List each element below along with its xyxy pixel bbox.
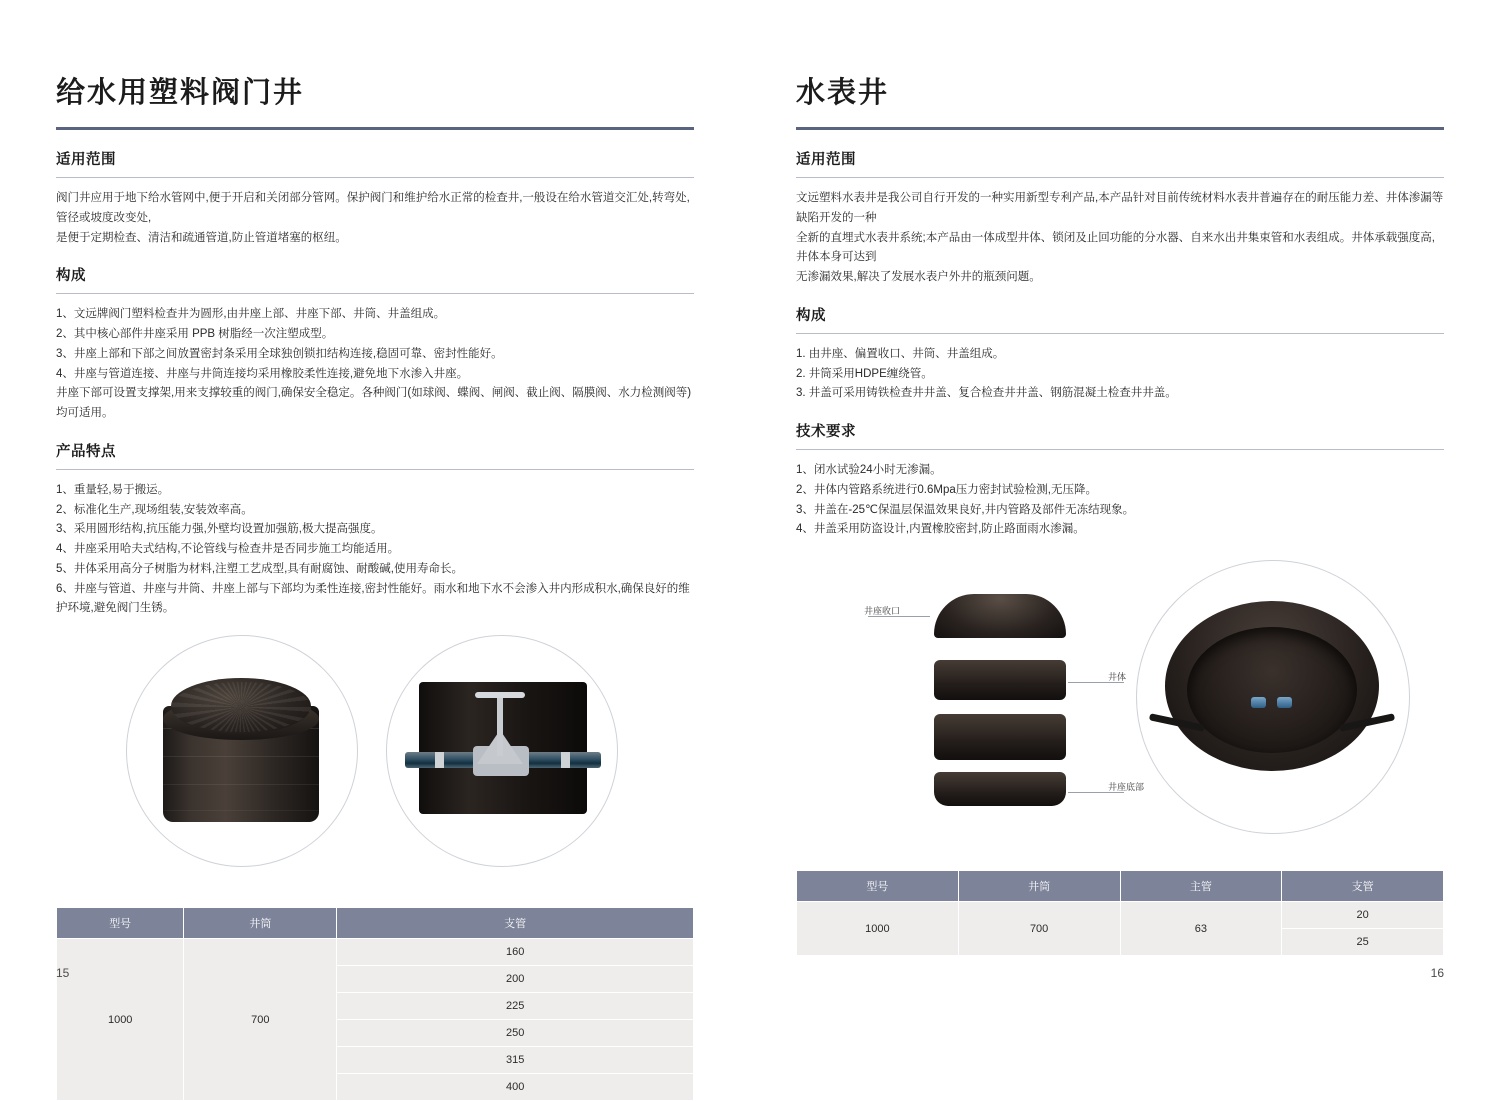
spec-table-left-wrap — [56, 907, 694, 1101]
section-line: 3、采用圆形结构,抗压能力强,外壁均设置加强筋,极大提高强度。 — [56, 523, 383, 536]
cell-branch: 250 — [337, 1020, 694, 1047]
section-line: 全新的直埋式水表井系统;本产品由一体成型井体、锁闭及止回功能的分水器、自来水出井集束管和水表组成。井体承载强度高,井体本身可达到 — [796, 231, 1435, 264]
figures-right — [796, 568, 1444, 848]
section-divider — [56, 177, 694, 178]
page-title-right: 水表井 — [796, 77, 890, 109]
col-branch: 支管 — [1282, 871, 1444, 902]
valve-in-chamber-photo — [386, 635, 618, 867]
figures-left — [56, 635, 694, 885]
section-heading: 构成 — [56, 268, 86, 285]
section-line: 文远塑料水表井是我公司自行开发的一种实用新型专利产品,本产品针对目前传统材料水表井普遍存在的耐压能力差、井体渗漏等缺陷开发的一种 — [796, 192, 1444, 224]
table-header-row — [57, 908, 694, 939]
cell-model: 1000 — [57, 939, 184, 1101]
section-line: 无渗漏效果,解决了发展水表户外井的瓶颈问题。 — [796, 271, 1041, 284]
section-tech-right — [796, 420, 1444, 540]
cell-shaft: 700 — [184, 939, 337, 1101]
col-model: 型号 — [57, 908, 184, 939]
cell-branch: 400 — [337, 1074, 694, 1101]
section-line: 2、标准化生产,现场组装,安装效率高。 — [56, 503, 253, 516]
section-heading: 产品特点 — [56, 443, 116, 460]
section-scope-right — [796, 148, 1444, 288]
section-features-left — [56, 440, 694, 619]
title-rule-left — [56, 127, 694, 130]
left-page — [0, 0, 750, 1094]
cell-main: 63 — [1120, 902, 1282, 956]
col-shaft: 井筒 — [184, 908, 337, 939]
section-line: 5、井体采用高分子树脂为材料,注塑工艺成型,具有耐腐蚀、耐酸碱,使用寿命长。 — [56, 562, 463, 575]
spec-table-right-wrap — [796, 870, 1444, 956]
section-line: 4、井盖采用防盗设计,内置橡胶密封,防止路面雨水渗漏。 — [796, 523, 1085, 536]
section-line: 3、井座上部和下部之间放置密封条采用全球独创锁扣结构连接,稳固可靠、密封性能好。 — [56, 347, 503, 360]
cell-branch: 315 — [337, 1047, 694, 1074]
section-line: 1. 由井座、偏置收口、井筒、井盖组成。 — [796, 347, 1005, 360]
section-divider — [796, 333, 1444, 334]
section-line: 2、井体内管路系统进行0.6Mpa压力密封试验检测,无压降。 — [796, 483, 1097, 496]
callout-label: 井座收口 — [864, 606, 901, 617]
section-line: 4、井座与管道连接、井座与井筒连接均采用橡胶柔性连接,避免地下水渗入井座。 — [56, 367, 469, 380]
valve-chamber-art — [405, 676, 601, 826]
cell-model: 1000 — [797, 902, 959, 956]
cell-shaft: 700 — [958, 902, 1120, 956]
table-header-row — [797, 871, 1444, 902]
section-line: 1、闭水试验24小时无渗漏。 — [796, 464, 942, 477]
part-body-upper — [934, 660, 1066, 700]
col-shaft: 井筒 — [958, 871, 1120, 902]
section-divider — [56, 469, 694, 470]
cell-branch: 25 — [1282, 929, 1444, 956]
valve-well-barrel-photo — [126, 635, 358, 867]
section-divider — [56, 293, 694, 294]
cell-branch: 160 — [337, 939, 694, 966]
title-rule-right — [796, 127, 1444, 130]
page-title-left: 给水用塑料阀门井 — [56, 77, 305, 109]
section-line: 井座下部可设置支撑架,用来支撑较重的阀门,确保安全稳定。各种阀门(如球阀、蝶阀、闸阀、截止阀、隔膜阀、水力检测阀等)均可适用。 — [56, 387, 692, 420]
meter-well-bowl-photo — [1136, 560, 1410, 834]
callout-label: 井座底部 — [1108, 782, 1145, 793]
spec-table-left — [56, 907, 694, 1101]
meter-well-exploded-diagram — [858, 568, 1145, 828]
callout-label: 井体 — [1108, 672, 1127, 683]
bowl-art — [1165, 601, 1379, 791]
col-branch: 支管 — [337, 908, 694, 939]
section-line: 2、其中核心部件井座采用 PPB 树脂经一次注塑成型。 — [56, 328, 334, 341]
part-base — [934, 772, 1066, 806]
exploded-parts-art — [864, 586, 1145, 816]
section-heading: 适用范围 — [796, 152, 856, 168]
section-line: 3. 井盖可采用铸铁检查井井盖、复合检查井井盖、钢筋混凝土检查井井盖。 — [796, 387, 1177, 400]
cell-branch: 20 — [1282, 902, 1444, 929]
section-divider — [796, 177, 1444, 178]
section-line: 阀门井应用于地下给水管网中,便于开启和关闭部分管网。保护阀门和维护给水正常的检查井,一般设在给水管道交汇处,转弯处,管径或坡度改变处, — [56, 192, 690, 224]
table-row — [797, 902, 1444, 929]
section-composition-right — [796, 304, 1444, 404]
section-line: 4、井座采用哈夫式结构,不论管线与检查井是否同步施工均能适用。 — [56, 543, 400, 556]
page-number-right: 16 — [1430, 966, 1444, 980]
col-model: 型号 — [797, 871, 959, 902]
section-line: 1、文远牌阀门塑料检查井为圆形,由井座上部、井座下部、井筒、井盖组成。 — [56, 308, 446, 321]
section-heading: 适用范围 — [56, 152, 116, 168]
section-line: 1、重量轻,易于搬运。 — [56, 483, 170, 496]
cell-branch: 200 — [337, 966, 694, 993]
table-row — [57, 939, 694, 966]
section-line: 3、井盖在-25℃保温层保温效果良好,井内管路及部件无冻结现象。 — [796, 503, 1135, 516]
section-composition-left — [56, 264, 694, 424]
section-heading: 技术要求 — [796, 424, 856, 441]
cell-branch: 225 — [337, 993, 694, 1020]
page-number-left: 15 — [56, 966, 70, 980]
section-line: 6、井座与管道、井座与井筒、井座上部与下部均为柔性连接,密封性能好。雨水和地下水不会渗入井内形成积水,确保良好的维护环境,避免阀门生锈。 — [56, 582, 690, 615]
part-collar — [934, 594, 1066, 638]
barrel-art — [155, 672, 327, 832]
part-body-lower — [934, 714, 1066, 760]
right-page — [750, 0, 1500, 1024]
section-divider — [796, 449, 1444, 450]
spec-table-right — [796, 870, 1444, 956]
section-heading: 构成 — [796, 307, 826, 324]
section-line: 是便于定期检查、清洁和疏通管道,防止管道堵塞的枢纽。 — [56, 231, 347, 244]
section-line: 2. 井筒采用HDPE缠绕管。 — [796, 367, 933, 380]
col-main: 主管 — [1120, 871, 1282, 902]
section-scope-left — [56, 148, 694, 248]
